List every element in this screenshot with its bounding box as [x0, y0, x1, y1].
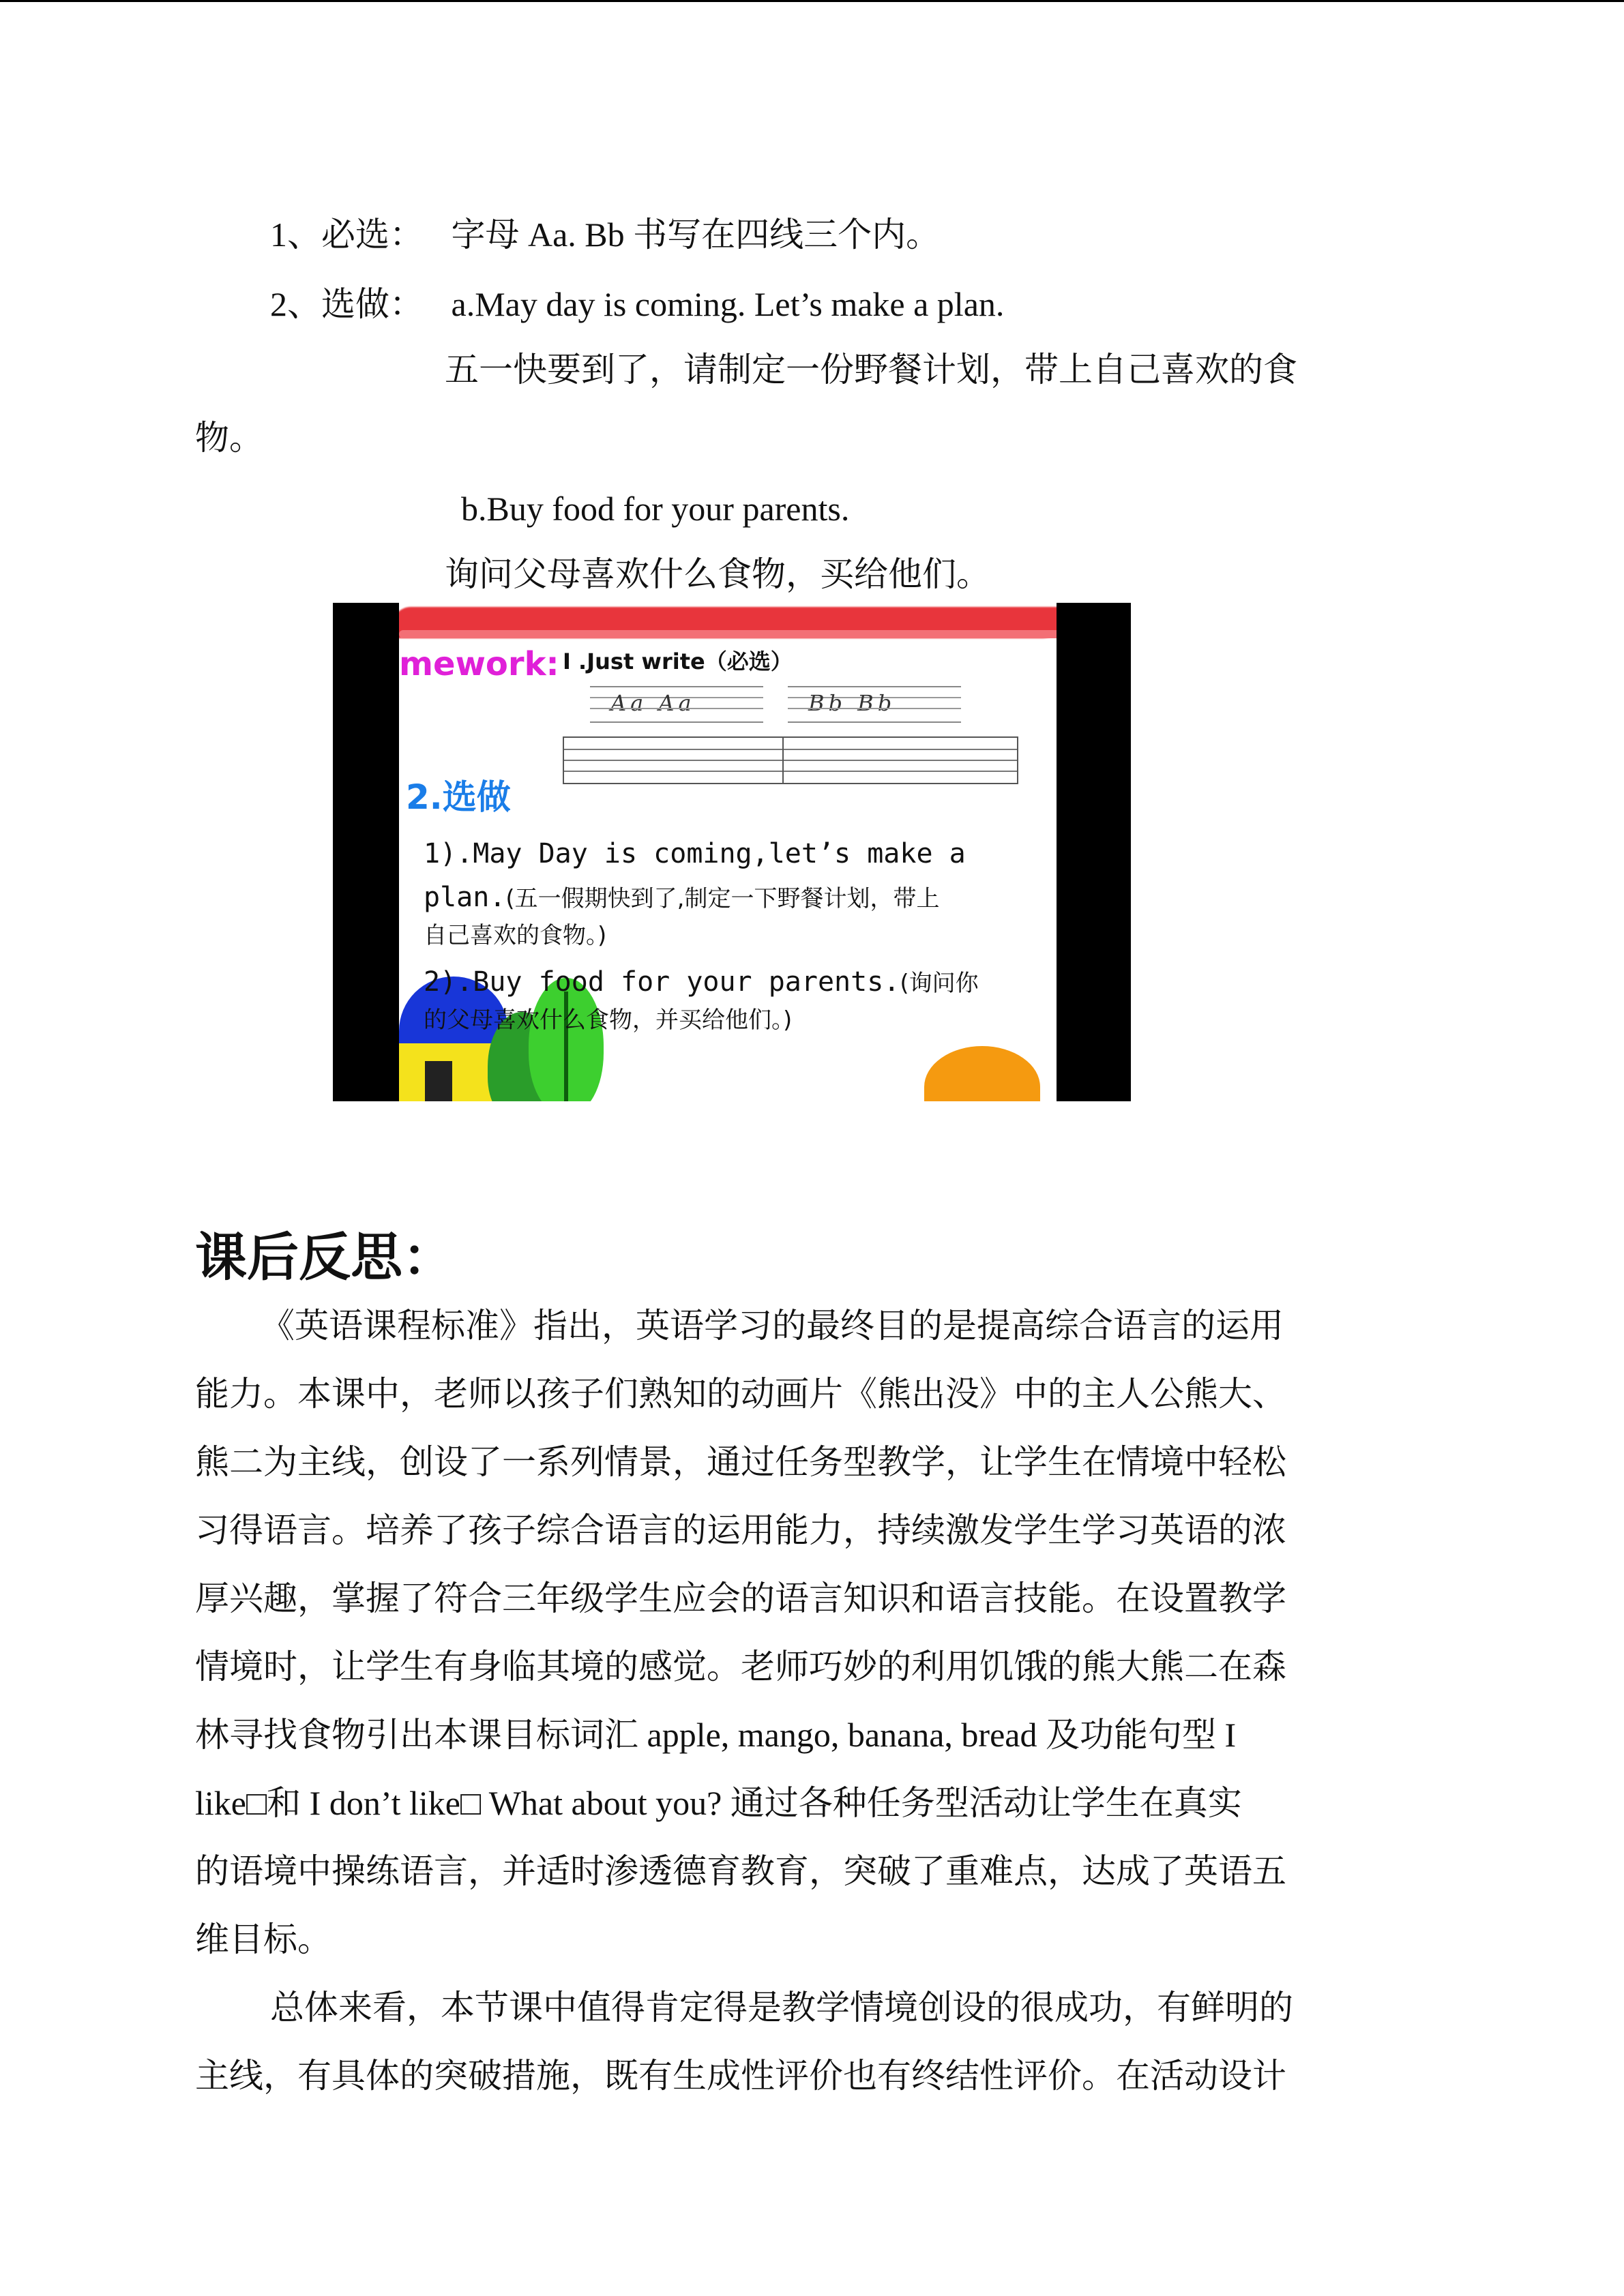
reflection-line-1: 《英语课程标准》指出，英语学习的最终目的是提高综合语言的运用 — [261, 1307, 1284, 1345]
four-line-letters-b: Bb Bb — [808, 690, 896, 716]
red-brush-stroke — [399, 630, 1057, 638]
four-line-grid-a — [590, 686, 763, 723]
homework-item-1 — [270, 213, 940, 256]
slide-content — [399, 603, 1057, 1101]
reflection-heading: 课后反思： — [195, 1227, 454, 1287]
homework-item-2 — [270, 282, 1004, 326]
slide-optional-label: 2.选做 — [406, 777, 511, 817]
homework-item-2b-text: b.Buy food for your parents. — [461, 490, 850, 528]
house-door-illustration — [425, 1061, 452, 1101]
four-line-letters-a: Aa Aa — [610, 690, 696, 716]
slide-line-1: 1).May Day is coming,let’s make a — [424, 838, 966, 869]
homework-item-1-text: 字母 Aa. Bb 书写在四线三个内。 — [451, 215, 941, 254]
reflection-line-12: 主线，有具体的突破措施，既有生成性评价也有终结性评价。在活动设计 — [195, 2057, 1286, 2095]
slide-homework-label: mework: — [399, 645, 559, 683]
homework-item-2-number: 2、选做： — [270, 285, 424, 323]
page-top-border — [0, 0, 1624, 2]
reflection-line-11: 总体来看，本节课中值得肯定得是教学情境创设的很成功，有鲜明的 — [270, 1988, 1293, 2027]
slide-just-write: I .Just write（必选） — [563, 648, 793, 674]
homework-item-2b-chinese: 询问父母喜欢什么食物，买给他们。 — [445, 555, 990, 593]
reflection-line-10: 维目标。 — [195, 1920, 331, 1958]
empty-writing-grid — [563, 736, 1018, 784]
slide-line-3: 自己喜欢的食物。) — [424, 922, 607, 949]
slide-line-2-en: plan. — [424, 882, 506, 913]
slide-line-2-cn: (五一假期快到了,制定一下野餐计划，带上 — [505, 885, 940, 912]
reflection-line-6: 情境时，让学生有身临其境的感觉。老师巧妙的利用饥饿的熊大熊二在森 — [195, 1648, 1286, 1686]
reflection-line-2: 能力。本课中，老师以孩子们熟知的动画片《熊出没》中的主人公熊大、 — [195, 1375, 1286, 1413]
four-line-grid-b — [788, 686, 961, 723]
reflection-line-7: 林寻找食物引出本课目标词汇 apple, mango, banana, bread 及功能句型 I — [195, 1716, 1237, 1754]
reflection-line-9: 的语境中操练语言，并适时渗透德育教育，突破了重难点，达成了英语五 — [195, 1852, 1286, 1890]
slide-line-4-cn: (询问你 — [900, 970, 979, 997]
slide-line-4 — [424, 963, 979, 1002]
homework-item-2a-text: a.May day is coming. Let’s make a plan. — [451, 285, 1005, 323]
homework-item-1-number: 1、必选： — [270, 215, 424, 254]
slide-line-2 — [424, 878, 940, 918]
reflection-line-4: 习得语言。培养了孩子综合语言的运用能力，持续激发学生学习英语的浓 — [195, 1511, 1286, 1549]
reflection-line-3: 熊二为主线，创设了一系列情景，通过任务型教学，让学生在情境中轻松 — [195, 1443, 1286, 1481]
orange-shape-illustration — [924, 1046, 1040, 1101]
slide-line-5: 的父母喜欢什么食物，并买给他们。) — [424, 1007, 793, 1034]
homework-item-2a-chinese-cont: 物。 — [195, 419, 263, 457]
homework-slide-image — [333, 603, 1131, 1101]
slide-line-4-en: 2).Buy food for your parents. — [424, 966, 900, 998]
homework-item-2a-chinese: 五一快要到了，请制定一份野餐计划，带上自己喜欢的食 — [445, 351, 1297, 389]
reflection-line-5: 厚兴趣，掌握了符合三年级学生应会的语言知识和语言技能。在设置教学 — [195, 1579, 1286, 1617]
reflection-line-8: like□和 I don’t like□ What about you? 通过各种任务型活动让学生在真实 — [195, 1784, 1242, 1822]
